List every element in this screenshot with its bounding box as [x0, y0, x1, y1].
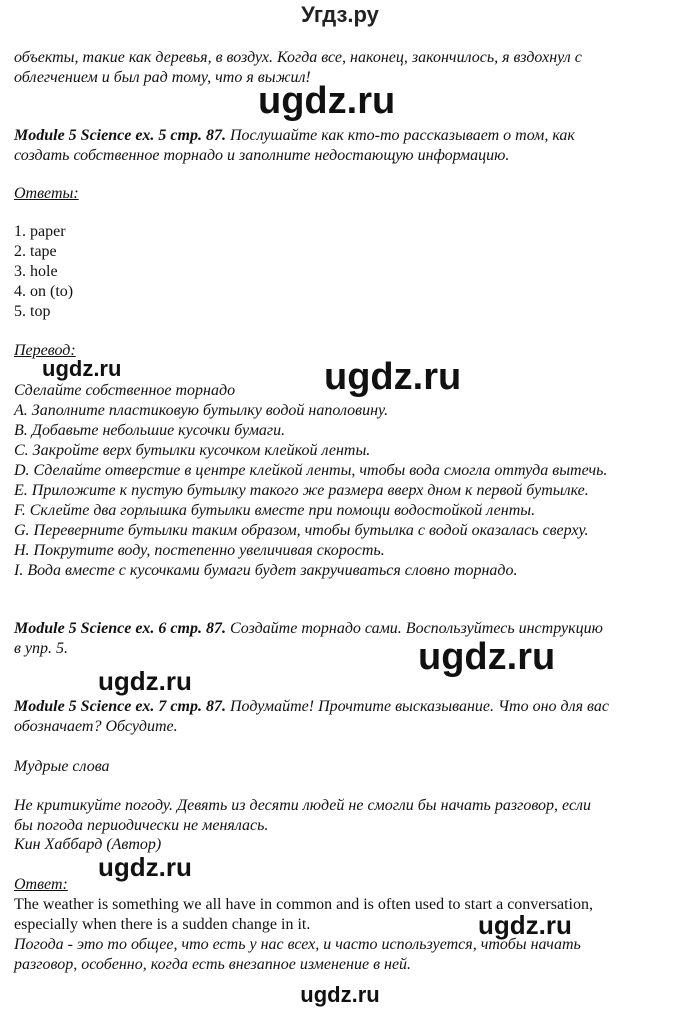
step-item: D. Сделайте отверстие в центре клейкой ленты, чтобы вода смогла оттуда вытечь. [14, 462, 608, 479]
ex7-task-text: Подумайте! Прочтите высказывание. Что оно для вас [225, 698, 609, 715]
watermark: ugdz.ru [98, 852, 192, 882]
ex7-task-line-1 [14, 697, 609, 717]
answer-en-line-1: The weather is something we all have in common and is often used to start a conversation, [14, 896, 593, 913]
answer-ru-line-1: Погода - это то общее, что есть у нас всех, и часто используется, чтобы начать [14, 936, 581, 953]
step-item: H. Покрутите воду, постепенно увеличивая скорость. [14, 542, 385, 559]
watermark: ugdz.ru [478, 910, 572, 940]
answer-item: 2. tape [14, 243, 57, 260]
answer-item: 4. on (to) [14, 283, 74, 300]
answers-label: Ответы: [14, 185, 79, 202]
ex7-heading: Module 5 Science ex. 7 стр. 87. [14, 698, 226, 715]
watermark: ugdz.ru [324, 356, 462, 398]
ex6-heading: Module 5 Science ex. 6 стр. 87. [14, 620, 226, 637]
step-item: B. Добавьте небольшие кусочки бумаги. [14, 422, 286, 439]
answer-en-line-2: especially when there is a sudden change in it. [14, 916, 311, 933]
quote-line-2: бы погода периодически не менялась. [14, 817, 269, 834]
intro-line-1: объекты, такие как деревья, в воздух. Когда все, наконец, закончилось, я вздохнул с [14, 49, 582, 66]
translation-title: Сделайте собственное торнадо [14, 382, 236, 399]
ex6-task-text: Создайте торнадо сами. Воспользуйтесь инструкцию [225, 620, 603, 637]
quote-author: Кин Хаббард (Автор) [14, 836, 162, 853]
step-item: C. Закройте верх бутылки кусочком клейкой ленты. [14, 442, 371, 459]
answer-item: 3. hole [14, 263, 58, 280]
ex5-heading: Module 5 Science ex. 5 стр. 87. [14, 127, 226, 144]
step-item: A. Заполните пластиковую бутылку водой наполовину. [14, 402, 389, 419]
watermark: ugdz.ru [98, 666, 192, 696]
step-item: I. Вода вместе с кусочками бумаги будет закручиваться словно торнадо. [14, 562, 518, 579]
ex5-task-text: Послушайте как кто-то рассказывает о том, как [225, 127, 575, 144]
footer-watermark: ugdz.ru [300, 982, 380, 1007]
ex6-task-line-2: в упр. 5. [14, 640, 69, 657]
answer-label: Ответ: [14, 876, 68, 893]
ex5-task-line-1 [14, 126, 575, 146]
ex7-task-line-2: обозначает? Обсудите. [14, 718, 178, 735]
site-title: Угдз.ру [301, 2, 379, 27]
step-item: E. Приложите к пустую бутылку такого же размера вверх дном к первой бутылке. [14, 482, 589, 499]
step-item: G. Переверните бутылки таким образом, чтобы бутылка с водой оказалась сверху. [14, 522, 589, 539]
watermark: ugdz.ru [42, 356, 122, 381]
translation-label: Перевод: [14, 342, 76, 359]
watermark: ugdz.ru [418, 636, 556, 678]
wise-words: Мудрые слова [14, 758, 110, 775]
quote-line-1: Не критикуйте погоду. Девять из десяти людей не смогли бы начать разговор, если [14, 797, 592, 814]
answer-ru-line-2: разговор, особенно, когда есть внезапное изменение в ней. [14, 956, 412, 973]
answer-item: 5. top [14, 303, 51, 320]
step-item: F. Склейте два горлышка бутылки вместе при помощи водостойкой ленты. [14, 502, 536, 519]
answer-item: 1. paper [14, 223, 66, 240]
ex5-task-line-2: создать собственное торнадо и заполните недостающую информацию. [14, 147, 510, 164]
intro-line-2: облегчением и был рад тому, что я выжил! [14, 69, 311, 86]
watermark: ugdz.ru [258, 80, 396, 122]
